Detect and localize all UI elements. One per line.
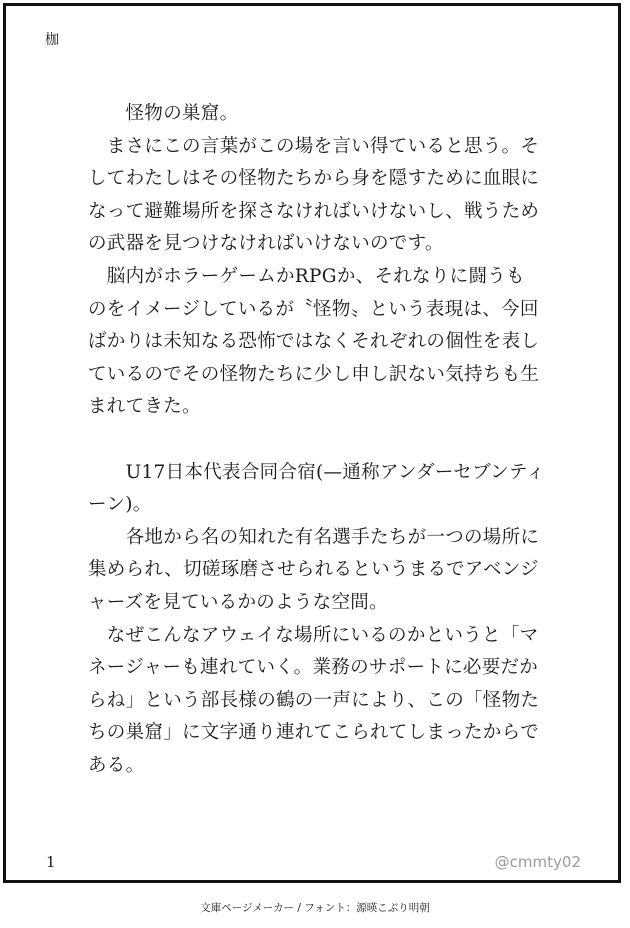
text-line: まれてきた。 — [88, 396, 201, 418]
footer-credit: 文庫ページメーカー / フォント：源暎こぶり明朝 — [200, 902, 430, 914]
text-line: U17日本代表合同合宿(—通称アンダーセブンティ — [88, 461, 546, 483]
page-number: 1 — [46, 853, 56, 871]
text-line: らね」という部長様の鶴の一声により、この「怪物た — [88, 689, 540, 711]
text-line: なぜこんなアウェイな場所にいるのかというと「マ — [88, 624, 539, 646]
blank-line — [88, 424, 568, 457]
text-line: ャーズを見ているかのような空間。 — [88, 591, 388, 613]
text-line: ネージャーも連れていく。業務のサポートに必要だか — [88, 657, 539, 679]
text-line: 怪物の巣窟。 — [88, 103, 239, 124]
header-mark: 枷 — [45, 32, 59, 48]
text-line: まさにこの言葉がこの場を言い得ていると思う。そ — [88, 135, 540, 157]
text-line: ばかりは未知なる恐怖ではなくそれぞれの個性を表し — [88, 331, 540, 353]
text-line: のをイメージしているが〝怪物〟という表現は、今回 — [88, 298, 539, 320]
text-line: ちの巣窟」に文字通り連れてこられてしまったからで — [88, 722, 540, 744]
text-line: なって避難場所を探さなければいけないし、戦うため — [88, 200, 540, 222]
text-line: ているのでその怪物たちに少し申し訳ない気持ちも生 — [88, 363, 540, 385]
text-line: 集められ、切磋琢磨させられるというまるでアベンジ — [88, 559, 539, 581]
text-line: 各地から名の知れた有名選手たちが一つの場所に — [88, 526, 540, 548]
text-line: 脳内がホラーゲームかRPGか、それなりに闘うも — [88, 265, 525, 287]
text-line: の武器を見つけなければいけないのです。 — [88, 233, 444, 255]
author-handle: @cmmty02 — [494, 853, 581, 871]
text-line: ある。 — [88, 754, 145, 776]
body-text — [88, 98, 568, 782]
page-frame — [3, 3, 621, 883]
text-line: してわたしはその怪物たちから身を隠すために血眼に — [88, 168, 540, 190]
text-line: ーン)。 — [88, 494, 152, 516]
